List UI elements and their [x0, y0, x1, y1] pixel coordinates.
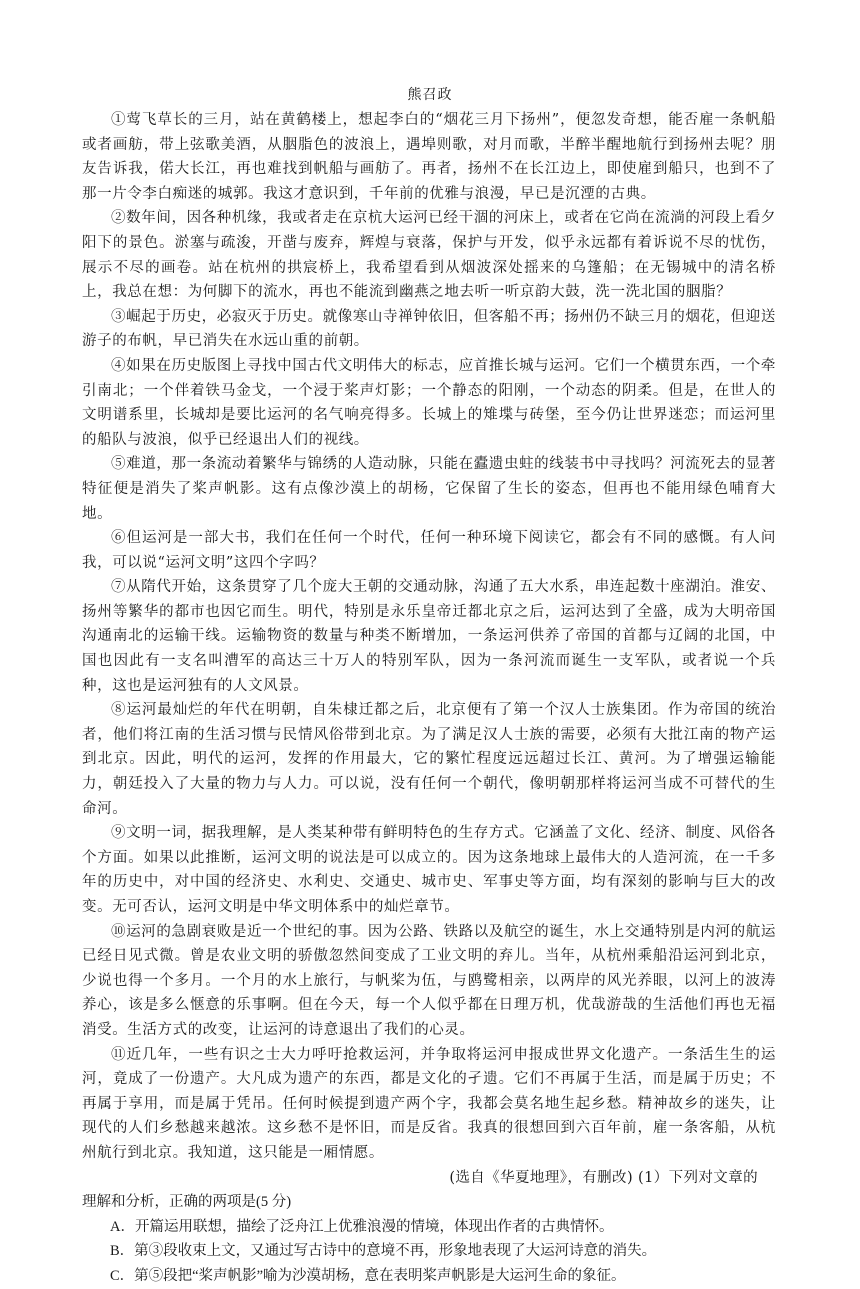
- paragraph-6: ⑥但运河是一部大书，我们在任何一个时代，任何一种环境下阅读它，都会有不同的感慨。有人问我，可以说“运河文明”这四个字吗？: [82, 530, 776, 571]
- paragraph-3: ③崛起于历史，必寂灭于历史。就像寒山寺禅钟依旧，但客船不再；扬州仍不缺三月的烟花，但迎送游子的布帆，早已消失在水远山重的前朝。: [82, 308, 776, 350]
- paragraph-2: ②数年间，因各种机缘，我或者走在京杭大运河已经干涸的河床上，或者在它尚在流淌的河段上看夕阳下的景色。淤塞与疏浚，开凿与废弃，辉煌与衰落，保护与开发，似乎永远都有着诉说不尽的忧伤，展示不尽的画卷。站在杭州的拱宸桥上，我希望看到从烟波深处摇来的乌篷船；在无锡城中的清名桥上，我总在想：为何脚下的流水，再也不能流到幽燕之地去听一听京韵大鼓，洗一洗北国的胭脂？: [82, 210, 776, 301]
- paragraph-10: ⑩运河的急剧衰败是近一个世纪的事。因为公路、铁路以及航空的诞生，水上交通特别是内河的航运已经日见式微。曾是农业文明的骄傲忽然间变成了工业文明的弃儿。当年，从杭州乘船沿运河到北京，少说也得一个多月。一个月的水上旅行，与帆桨为伍，与鸥鹭相亲，以两岸的风光养眼，以河上的波涛养心，该是多么惬意的乐事啊。但在今天，每一个人似乎都在日理万机，优哉游哉的生活他们再也无福消受。生活方式的改变，让运河的诗意退出了我们的心灵。: [82, 923, 776, 1038]
- question-stem: 理解和分析，正确的两项是(5 分): [82, 1194, 292, 1211]
- paragraph-7: ⑦从隋代开始，这条贯穿了几个庞大王朝的交通动脉，沟通了五大水系，串连起数十座湖泊。淮安、扬州等繁华的都市也因它而生。明代，特别是永乐皇帝迁都北京之后，运河达到了全盛，成为大明帝国沟通南北的运输干线。运输物资的数量与种类不断增加，一条运河供养了帝国的首都与辽阔的北国，中国也因此有一支名叫漕军的高达三十万人的特别军队，因为一条河流而诞生一支军队，或者说一个兵种，这也是运河独有的人文风景。: [82, 579, 776, 694]
- paragraph-9: ⑨文明一词，据我理解，是人类某种带有鲜明特色的生存方式。它涵盖了文化、经济、制度、风俗各个方面。如果以此推断，运河文明的说法是可以成立的。因为这条地球上最伟大的人造河流，在一千多年的历史中，对中国的经济史、水利史、交通史、城市史、军事史等方面，均有深刻的影响与巨大的改变。无可否认，运河文明是中华文明体系中的灿烂章节。: [82, 825, 776, 915]
- option-c: C．第⑤段把“桨声帆影”喻为沙漠胡杨，意在表明桨声帆影是大运河生命的象征。: [110, 1267, 626, 1284]
- option-a: A．开篇运用联想，描绘了泛舟江上优雅浪漫的情境，体现出作者的古典情怀。: [110, 1218, 614, 1235]
- article-body: [82, 108, 776, 1289]
- author-name: 熊召政: [407, 87, 453, 103]
- source-citation: (选自《华夏地理》，有删改) (1）下列对文章的: [449, 1169, 758, 1186]
- paragraph-1: ①莺飞草长的三月，站在黄鹤楼上，想起李白的“烟花三月下扬州”，便忽发奇想，能否雇一条帆船或者画舫，带上弦歌美酒，从胭脂色的波浪上，遇埠则歌，对月而歌，半醉半醒地航行到扬州去呢？朋友告诉我，偌大长江，再也难找到帆船与画舫了。再者，扬州不在长江边上，即使雇到船只，也到不了那一片令李白痴迷的城郭。我这才意识到，千年前的优雅与浪漫，早已是沉湮的古典。: [82, 112, 776, 202]
- paragraph-8: ⑧运河最灿烂的年代在明朝，自朱棣迁都之后，北京便有了第一个汉人士族集团。作为帝国的统治者，他们将江南的生活习惯与民情风俗带到北京。为了满足汉人士族的需要，必须有大批江南的物产运到北京。因此，明代的运河，发挥的作用最大，它的繁忙程度远远超过长江、黄河。为了增强运输能力，朝廷投入了大量的物力与人力。可以说，没有任何一个朝代，像明朝那样将运河当成不可替代的生命河。: [82, 702, 776, 817]
- option-b: B．第③段收束上文，又通过写古诗中的意境不再，形象地表现了大运河诗意的消失。: [110, 1243, 657, 1260]
- paragraph-5: ⑤难道，那一条流动着繁华与锦绣的人造动脉，只能在蠹遗虫蛀的线装书中寻找吗？河流死去的显著特征便是消失了桨声帆影。这有点像沙漠上的胡杨，它保留了生长的姿态，但再也不能用绿色哺育大地。: [82, 456, 776, 522]
- paragraph-4: ④如果在历史版图上寻找中国古代文明伟大的标志，应首推长城与运河。它们一个横贯东西，一个牵引南北；一个伴着铁马金戈，一个浸于桨声灯影；一个静态的阳刚，一个动态的阴柔。但是，在世人的文明谱系里，长城却是要比运河的名气响亮得多。长城上的雉堞与砖堡，至今仍让世界迷恋；而运河里的船队与波浪，似乎已经退出人们的视线。: [82, 357, 776, 448]
- paragraph-11: ⑪近几年，一些有识之士大力呼吁抢救运河，并争取将运河申报成世界文化遗产。一条活生生的运河，竟成了一份遗产。大凡成为遗产的东西，都是文化的孑遗。它们不再属于生活，而是属于历史；不再属于享用，而是属于凭吊。任何时候提到遗产两个字，我都会莫名地生起乡愁。精神故乡的迷失，让现代的人们乡愁越来越浓。这乡愁不是怀旧，而是反省。我真的很想回到六百年前，雇一条客船，从杭州航行到北京。我知道，这只能是一厢情愿。: [82, 1046, 776, 1161]
